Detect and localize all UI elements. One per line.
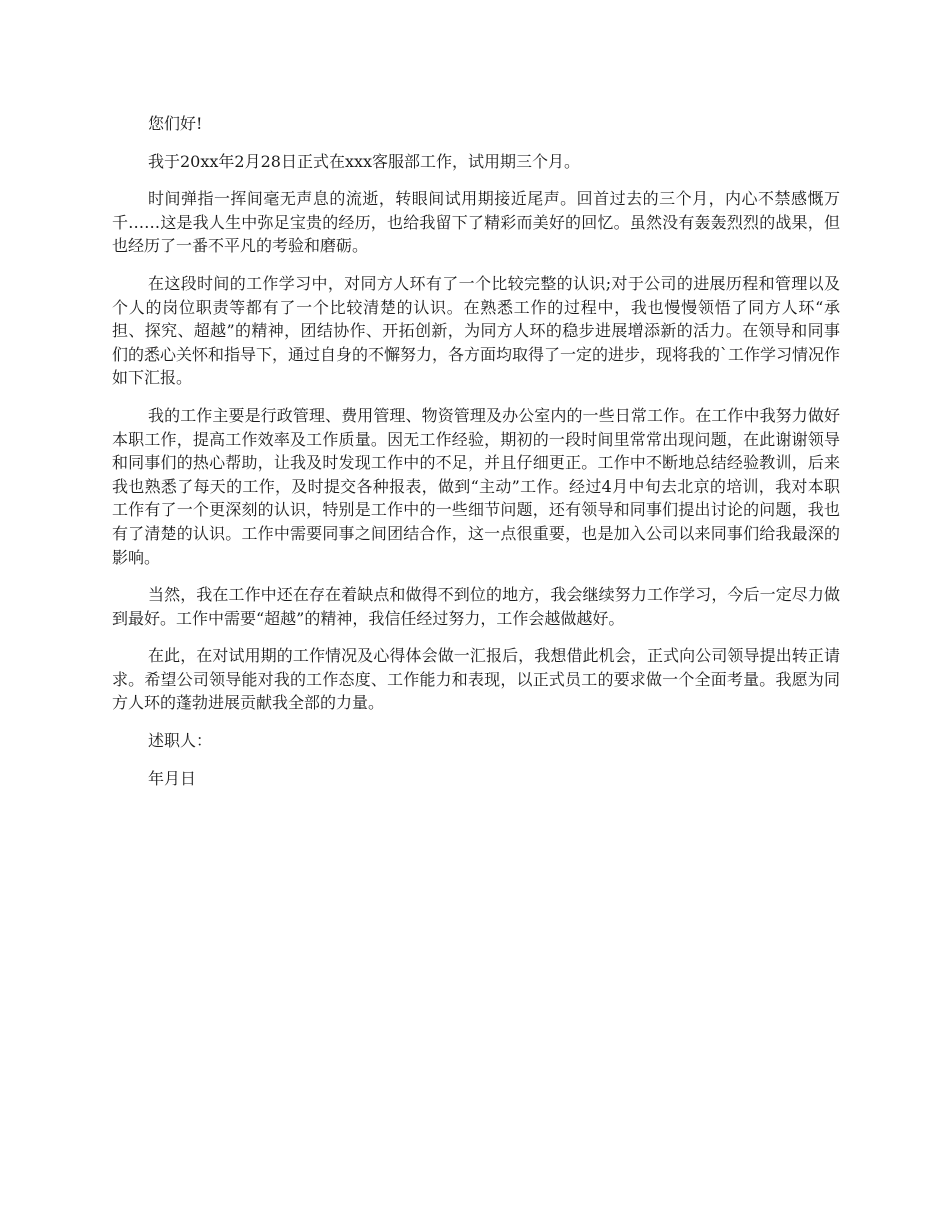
paragraph-shortcomings: 当然，我在工作中还在存在着缺点和做得不到位的地方，我会继续努力工作学习，今后一定尽力做到最好。工作中需要“超越”的精神，我信任经过努力，工作会越做越好。 [112, 585, 840, 628]
paragraph-work-duties: 我的工作主要是行政管理、费用管理、物资管理及办公室内的一些日常工作。在工作中我努力做好本职工作，提高工作效率及工作质量。因无工作经验，期初的一段时间里常常出现问题，在此谢谢领导和同事们的热心帮助，让我及时发现工作中的不足，并且仔细更正。工作中不断地总结经验教训，后来我也熟悉了每天的工作，及时提交各种报表，做到“主动”工作。经过4月中旬去北京的培训，我对本职工作有了一个更深刻的认识，特别是工作中的一些细节问题，还有领导和同事们提出讨论的问题，我也有了清楚的认识。工作中需要同事之间团结合作，这一点很重要，也是加入公司以来同事们给我最深的影响。 [112, 405, 840, 567]
document-body [112, 112, 840, 804]
paragraph-start-date: 我于20xx年2月28日正式在xxx客服部工作，试用期三个月。 [148, 151, 581, 171]
date-label: 年月日 [148, 768, 197, 788]
paragraph-reflection: 时间弹指一挥间毫无声息的流逝，转眼间试用期接近尾声。回首过去的三个月，内心不禁感慨万千……这是我人生中弥足宝贵的经历，也给我留下了精彩而美好的回忆。虽然没有轰轰烈烈的战果，但也经历了一番不平凡的考验和磨砺。 [112, 189, 840, 256]
signature-label: 述职人： [148, 731, 213, 751]
paragraph-understanding: 在这段时间的工作学习中，对同方人环有了一个比较完整的认识;对于公司的进展历程和管理以及个人的岗位职责等都有了一个比较清楚的认识。在熟悉工作的过程中，我也慢慢领悟了同方人环“承担、探究、超越”的精神，团结协作、开拓创新，为同方人环的稳步进展增添新的活力。在领导和同事们的悉心关怀和指导下，通过自身的不懈努力，各方面均取得了一定的进步，现将我的`工作学习情况作如下汇报。 [112, 273, 841, 388]
paragraph-request: 在此，在对试用期的工作情况及心得体会做一汇报后，我想借此机会，正式向公司领导提出转正请求。希望公司领导能对我的工作态度、工作能力和表现，以正式员工的要求做一个全面考量。我愿为同方人环的蓬勃进展贡献我全部的力量。 [112, 646, 840, 713]
greeting: 您们好! [148, 114, 203, 133]
